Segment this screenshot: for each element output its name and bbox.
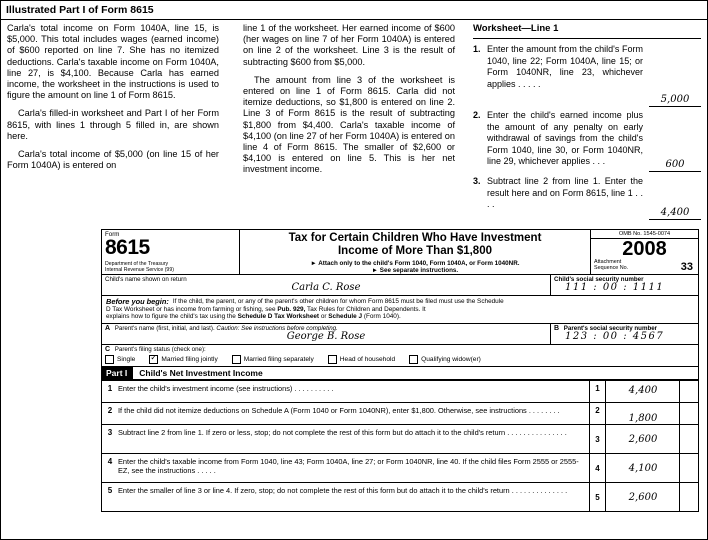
line-amount-value: 4,100 bbox=[628, 462, 658, 474]
form-line-5 bbox=[102, 483, 698, 512]
line-text: If the child did not itemize deductions on Schedule A (Form 1040 or Form 1040NR), enter $1,800. Otherwise, see instructions bbox=[118, 405, 527, 415]
narrative-paragraph: The amount from line 3 of the worksheet is entered on line 1 of Form 8615. Carla did not itemize deductions, so $1,800 is entered on line 2. Line 3 of Form 8615 is the result of subtracting $1,800 from $4,400. Carla's taxable income of $4,100 (on line 27 of her Form 1040A) is entered on line 4 of Form 8615. The smaller of $2,600 or $4,100 is entered on line 5. This is her net investment income. bbox=[243, 74, 455, 175]
byb-bold-2: Schedule D Tax Worksheet bbox=[237, 313, 320, 321]
filing-status-label: Single bbox=[117, 355, 136, 363]
worksheet-title: Worksheet—Line 1 bbox=[473, 23, 559, 34]
line-box-number: 5 bbox=[589, 483, 605, 511]
line-text: Enter the child's taxable income from Form 1040, line 43; Form 1040A, line 27; or Form 1040NR, line 40. If the child files Form 2555 or 2555-EZ, see the instructions . . . . . bbox=[118, 456, 579, 476]
line-amount-value: 2,600 bbox=[628, 433, 658, 445]
byb-text-3: Tax Rules for Children and Dependents. It bbox=[305, 305, 426, 313]
parent-name-value: George B. Rose bbox=[286, 330, 366, 342]
narrative-paragraph: Carla's total income on Form 1040A, line 15, is $5,000. This total includes wages (earned income) of $600 reported on line 7. She has no itemized deductions. Carla's taxable income on Form 1040A, line 27, is $4,100. Because Carla has earned income, the worksheet in the instructions is used to figure the amount on line 1 of Form 8615. bbox=[7, 23, 219, 101]
worksheet-item-amount[interactable]: 4,400 bbox=[649, 207, 701, 220]
form-title-block bbox=[240, 230, 590, 274]
worksheet-line-1 bbox=[473, 23, 701, 224]
line-a-letter: A bbox=[105, 324, 111, 332]
narrative-paragraph: Carla's filled-in worksheet and Part I of her Form 8615, with lines 1 through 5 filled in, are shown here. bbox=[7, 108, 219, 141]
parent-ssn-caption: Parent's social security number bbox=[563, 324, 658, 332]
child-name-field[interactable] bbox=[102, 275, 550, 295]
filing-status-label: Married filing separately bbox=[243, 355, 314, 363]
byb-text-6: (Form 1040). bbox=[362, 313, 401, 321]
line-dots: . . . . . . . . bbox=[526, 405, 560, 415]
narrative-columns bbox=[7, 23, 462, 183]
form-omb-number: OMB No. 1545-0074 bbox=[591, 230, 698, 239]
byb-bold-1: Pub. 929, bbox=[277, 305, 306, 313]
parent-ssn-field[interactable] bbox=[550, 324, 698, 344]
line-box-number: 2 bbox=[589, 403, 605, 424]
line-number: 4 bbox=[107, 456, 113, 466]
form-number: 8615 bbox=[105, 236, 150, 259]
line-box-number: 1 bbox=[589, 381, 605, 402]
form-irs: Internal Revenue Service bbox=[105, 267, 164, 273]
child-identity-row bbox=[102, 275, 698, 296]
form-line-4 bbox=[102, 454, 698, 483]
filing-status-label: Married filing jointly bbox=[161, 355, 218, 363]
worksheet-item-text: Enter the amount from the child's Form 1040, line 22; Form 1040A, line 15; or Form 1040NR, line 23, whichever applies . . . . . bbox=[487, 44, 643, 89]
cents-column bbox=[679, 483, 698, 511]
form-masthead bbox=[102, 230, 698, 275]
before-you-begin-tag: Before you begin: bbox=[106, 297, 169, 306]
part-1-title: Child's Net Investment Income bbox=[133, 367, 698, 379]
narrative-paragraph: line 1 of the worksheet. Her earned income of $600 (her wages on line 7 of her Form 1040A) is entered on line 2 of the worksheet. Line 3 is the result of subtracting $600 from $5,000. bbox=[243, 23, 455, 67]
parent-name-caution: Caution: See instructions before completing. bbox=[216, 324, 338, 332]
cents-column bbox=[679, 403, 698, 424]
form-dept: Department of the Treasury bbox=[105, 261, 169, 267]
worksheet-item-3 bbox=[473, 176, 701, 220]
parent-name-field[interactable] bbox=[102, 324, 550, 344]
line-c-letter: C bbox=[105, 345, 111, 353]
line-b-letter: B bbox=[554, 324, 560, 332]
line-number: 1 bbox=[107, 383, 113, 393]
byb-text-1: If the child, the parent, or any of the parent's other children for whom Form 8615 must be filed must use the Schedule bbox=[172, 298, 504, 305]
filing-status-option-head-of-household[interactable] bbox=[328, 355, 395, 364]
line-text: Enter the child's investment income (see instructions) bbox=[118, 383, 293, 393]
line-amount-field[interactable] bbox=[605, 483, 698, 511]
byb-text-4: explains how to figure the child's tax using the bbox=[106, 313, 238, 321]
checkbox-icon[interactable] bbox=[105, 355, 114, 364]
narrative-paragraph: Carla's total income of $5,000 (on line 15 of her Form 1040A) is entered on bbox=[7, 149, 219, 171]
filing-status-caption: Parent's filing status (check one): bbox=[114, 345, 206, 353]
checkbox-icon[interactable] bbox=[328, 355, 337, 364]
narrative-column-2 bbox=[243, 23, 455, 183]
line-amount-value: 4,400 bbox=[628, 384, 658, 396]
form-line-2 bbox=[102, 403, 698, 425]
form-identity bbox=[102, 230, 240, 274]
worksheet-item-1 bbox=[473, 44, 701, 106]
filing-status-label: Qualifying widow(er) bbox=[421, 355, 481, 363]
worksheet-item-text: Enter the child's earned income plus the amount of any penalty on early withdrawal of savings from the child's Form 1040, line 30, or Form 1040NR, line 29, whichever applies . . . bbox=[487, 110, 643, 166]
form-label: Form bbox=[105, 231, 120, 238]
parent-name-caption: Parent's name (first, initial, and last). bbox=[114, 324, 215, 332]
worksheet-item-number: 3. bbox=[473, 176, 481, 186]
filing-status-option-single[interactable] bbox=[105, 355, 135, 364]
sequence-number: 33 bbox=[680, 261, 693, 273]
arrow-icon: ► bbox=[371, 267, 379, 274]
filing-status-row bbox=[102, 345, 698, 367]
filing-status-label: Head of household bbox=[339, 355, 396, 363]
child-ssn-field[interactable] bbox=[550, 275, 698, 295]
attachment-label: Attachment bbox=[594, 259, 622, 265]
line-text: Subtract line 2 from line 1. If zero or less, stop; do not complete the rest of this form but do attach it to the child's return . . . . . . . . . . . . . . . bbox=[118, 427, 567, 437]
line-amount-field[interactable] bbox=[605, 403, 698, 424]
filing-status-option-married-separately[interactable] bbox=[232, 355, 314, 364]
byb-text-5: or bbox=[319, 313, 329, 321]
title-divider bbox=[1, 19, 708, 20]
worksheet-item-2 bbox=[473, 110, 701, 172]
worksheet-item-number: 1. bbox=[473, 44, 481, 54]
child-name-caption: Child's name shown on return bbox=[105, 276, 187, 283]
parent-identity-row bbox=[102, 324, 698, 345]
line-amount-value: 1,800 bbox=[628, 412, 658, 424]
narrative-column-1 bbox=[7, 23, 219, 178]
page-title: Illustrated Part I of Form 8615 bbox=[6, 4, 154, 16]
line-dots: . . . . . . . . . . bbox=[292, 383, 334, 393]
line-amount-value: 2,600 bbox=[628, 491, 658, 503]
line-number: 2 bbox=[107, 405, 113, 415]
part-1-header bbox=[102, 367, 698, 381]
line-number: 5 bbox=[107, 485, 113, 495]
worksheet-item-text: Subtract line 2 from line 1. Enter the result here and on Form 8615, line 1 . . . . bbox=[487, 176, 643, 209]
cents-column bbox=[679, 425, 698, 453]
filing-status-option-qualifying-widow[interactable] bbox=[409, 355, 481, 364]
line-amount-field[interactable] bbox=[605, 381, 698, 402]
filing-status-option-married-jointly[interactable] bbox=[149, 355, 217, 364]
form-see-instructions: See separate instructions. bbox=[379, 267, 459, 274]
part-1-label: Part I bbox=[102, 367, 133, 379]
form-line-1 bbox=[102, 381, 698, 403]
byb-text-2: D Tax Worksheet or has income from farming or fishing, see bbox=[106, 305, 278, 313]
child-ssn-caption: Child's social security number bbox=[554, 276, 644, 283]
arrow-icon: ► bbox=[310, 260, 317, 267]
line-box-number: 3 bbox=[589, 425, 605, 453]
line-text: Enter the smaller of line 3 or line 4. If zero, stop; do not complete the rest of this form but do attach it to the child's return . . . . . . . . . . . . . . bbox=[118, 485, 568, 495]
line-box-number: 4 bbox=[589, 454, 605, 482]
worksheet-divider bbox=[473, 38, 701, 39]
form-title-line-2: Income of More Than $1,800 bbox=[337, 244, 492, 257]
form-title-line-1: Tax for Certain Children Who Have Investment bbox=[288, 232, 542, 244]
cents-column bbox=[679, 454, 698, 482]
worksheet-item-amount[interactable]: 600 bbox=[649, 159, 701, 172]
byb-bold-3: Schedule J bbox=[328, 313, 363, 321]
child-name-value: Carla C. Rose bbox=[291, 282, 361, 293]
form-omb-block bbox=[590, 230, 698, 274]
child-ssn-value: 111 : 00 : 1111 bbox=[565, 282, 665, 293]
worksheet-item-amount[interactable]: 5,000 bbox=[649, 94, 701, 107]
form-tax-year: 2008 bbox=[622, 238, 667, 260]
checkbox-icon[interactable] bbox=[232, 355, 241, 364]
before-you-begin bbox=[102, 296, 698, 323]
form-irs-paren: (99) bbox=[164, 267, 174, 273]
form-attach-note: Attach only to the child's Form 1040, Form 1040A, or Form 1040NR. bbox=[318, 260, 520, 267]
line-number: 3 bbox=[107, 427, 113, 437]
sequence-label: Sequence No. bbox=[594, 265, 629, 271]
checkbox-icon[interactable] bbox=[409, 355, 418, 364]
line-amount-field[interactable] bbox=[605, 425, 698, 453]
parent-ssn-value: 123 : 00 : 4567 bbox=[565, 330, 665, 342]
form-line-3 bbox=[102, 425, 698, 454]
form-8615 bbox=[101, 229, 699, 512]
worksheet-item-number: 2. bbox=[473, 110, 481, 120]
checkbox-checked-icon[interactable] bbox=[149, 355, 158, 364]
cents-column bbox=[679, 381, 698, 402]
line-amount-field[interactable] bbox=[605, 454, 698, 482]
before-you-begin-row bbox=[102, 296, 698, 324]
